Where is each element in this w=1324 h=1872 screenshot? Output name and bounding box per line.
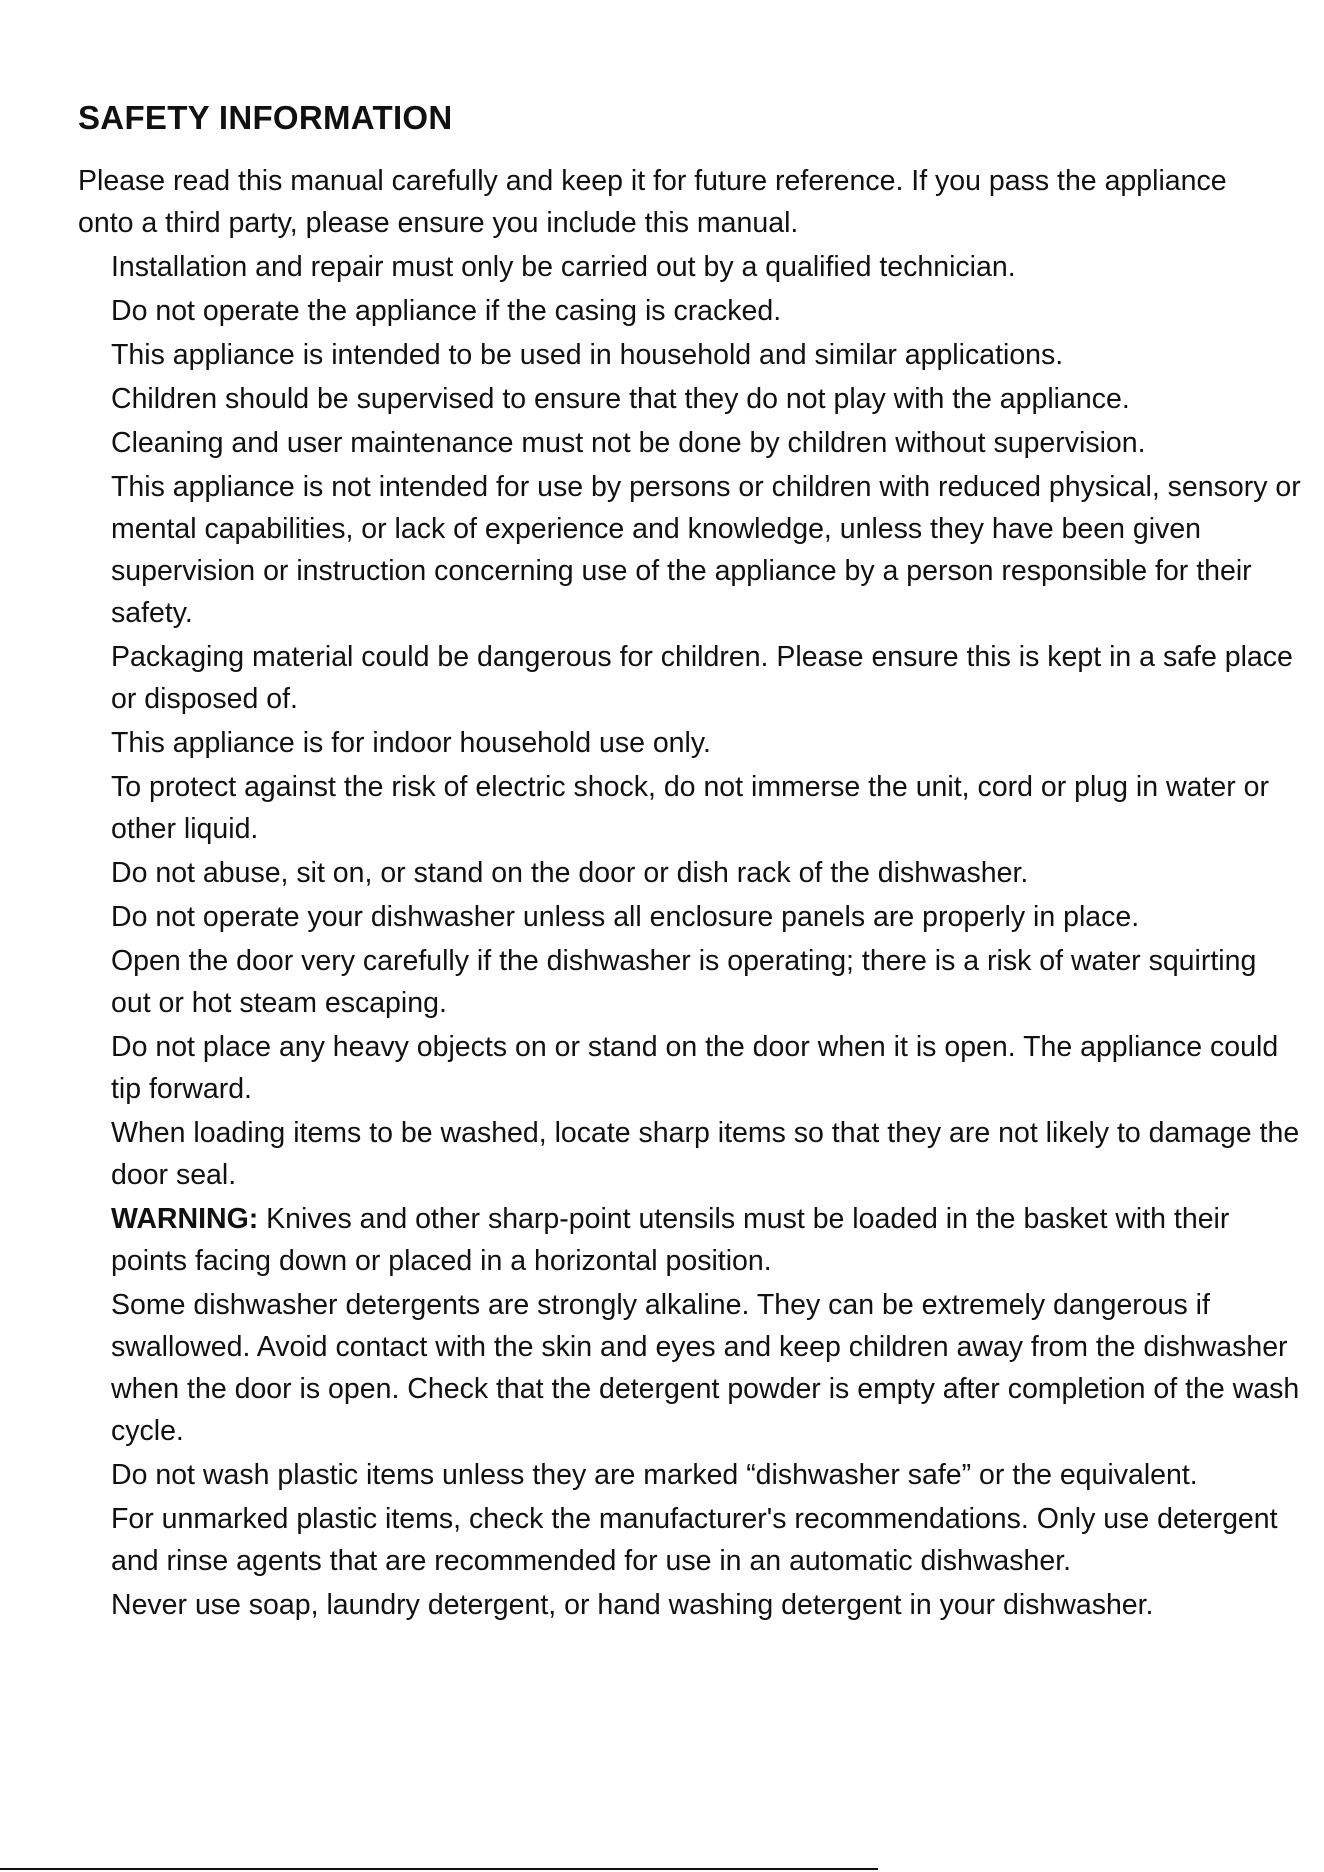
safety-item-text: Installation and repair must only be carried out by a qualified technician. <box>111 251 1016 283</box>
safety-item-text: This appliance is not intended for use by persons or children with reduced physical, sensory or mental capabilities, or lack of experience and knowledge, unless they have been given supervision or instruction concerning use of the appliance by a person responsible for their safety. <box>111 471 1301 629</box>
safety-item-text: Some dishwasher detergents are strongly alkaline. They can be extremely dangerous if swallowed. Avoid contact with the skin and eyes and keep children away from the dishwasher when the door is open. Check that the detergent powder is empty after completion of the wash cycle. <box>111 1289 1300 1447</box>
safety-item-text: Children should be supervised to ensure that they do not play with the appliance. <box>111 383 1130 415</box>
safety-item <box>111 378 1301 420</box>
warning-label: WARNING: <box>111 1203 259 1235</box>
safety-item-text: Do not abuse, sit on, or stand on the door or dish rack of the dishwasher. <box>111 857 1029 889</box>
safety-item-text: This appliance is intended to be used in household and similar applications. <box>111 339 1064 371</box>
safety-item-text: When loading items to be washed, locate sharp items so that they are not likely to damage the door seal. <box>111 1117 1300 1191</box>
safety-item <box>111 1584 1301 1626</box>
safety-item <box>111 1284 1301 1452</box>
safety-item-text: Knives and other sharp-point utensils must be loaded in the basket with their points facing down or placed in a horizontal position. <box>111 1203 1230 1277</box>
safety-item <box>111 940 1301 1024</box>
safety-item-text: Do not operate the appliance if the casing is cracked. <box>111 295 782 327</box>
safety-item <box>111 246 1301 288</box>
safety-item-text: Open the door very carefully if the dishwasher is operating; there is a risk of water squirting out or hot steam escaping. <box>111 945 1257 1019</box>
safety-item <box>111 1454 1301 1496</box>
safety-item-text: For unmarked plastic items, check the manufacturer's recommendations. Only use detergent and rinse agents that are recommended for use in an automatic dishwasher. <box>111 1503 1278 1577</box>
safety-item <box>111 1026 1301 1110</box>
safety-item <box>111 766 1301 850</box>
safety-item-text: To protect against the risk of electric shock, do not immerse the unit, cord or plug in water or other liquid. <box>111 771 1269 845</box>
safety-item-warning <box>111 1198 1301 1282</box>
safety-list <box>78 246 1301 1626</box>
safety-item <box>111 636 1301 720</box>
safety-item <box>111 290 1301 332</box>
safety-item-text: Do not operate your dishwasher unless all enclosure panels are properly in place. <box>111 901 1140 933</box>
safety-item-text: Packaging material could be dangerous for children. Please ensure this is kept in a safe place or disposed of. <box>111 641 1293 715</box>
safety-item <box>111 852 1301 894</box>
section-heading: SAFETY INFORMATION <box>78 99 453 136</box>
safety-item <box>111 422 1301 464</box>
safety-item-text: Do not place any heavy objects on or stand on the door when it is open. The appliance could tip forward. <box>111 1031 1279 1105</box>
safety-item <box>111 466 1301 634</box>
safety-item <box>111 1112 1301 1196</box>
footer-divider <box>0 1868 878 1870</box>
safety-item <box>111 1498 1301 1582</box>
safety-item <box>111 896 1301 938</box>
safety-item-text: Cleaning and user maintenance must not be done by children without supervision. <box>111 427 1146 459</box>
safety-item <box>111 722 1301 764</box>
intro-paragraph: Please read this manual carefully and keep it for future reference. If you pass the appliance onto a third party, please ensure you include this manual. <box>78 165 1227 239</box>
safety-item-text: This appliance is for indoor household use only. <box>111 727 711 759</box>
safety-item <box>111 334 1301 376</box>
safety-item-text: Never use soap, laundry detergent, or hand washing detergent in your dishwasher. <box>111 1589 1154 1621</box>
safety-item-text: Do not wash plastic items unless they are marked “dishwasher safe” or the equivalent. <box>111 1459 1198 1491</box>
